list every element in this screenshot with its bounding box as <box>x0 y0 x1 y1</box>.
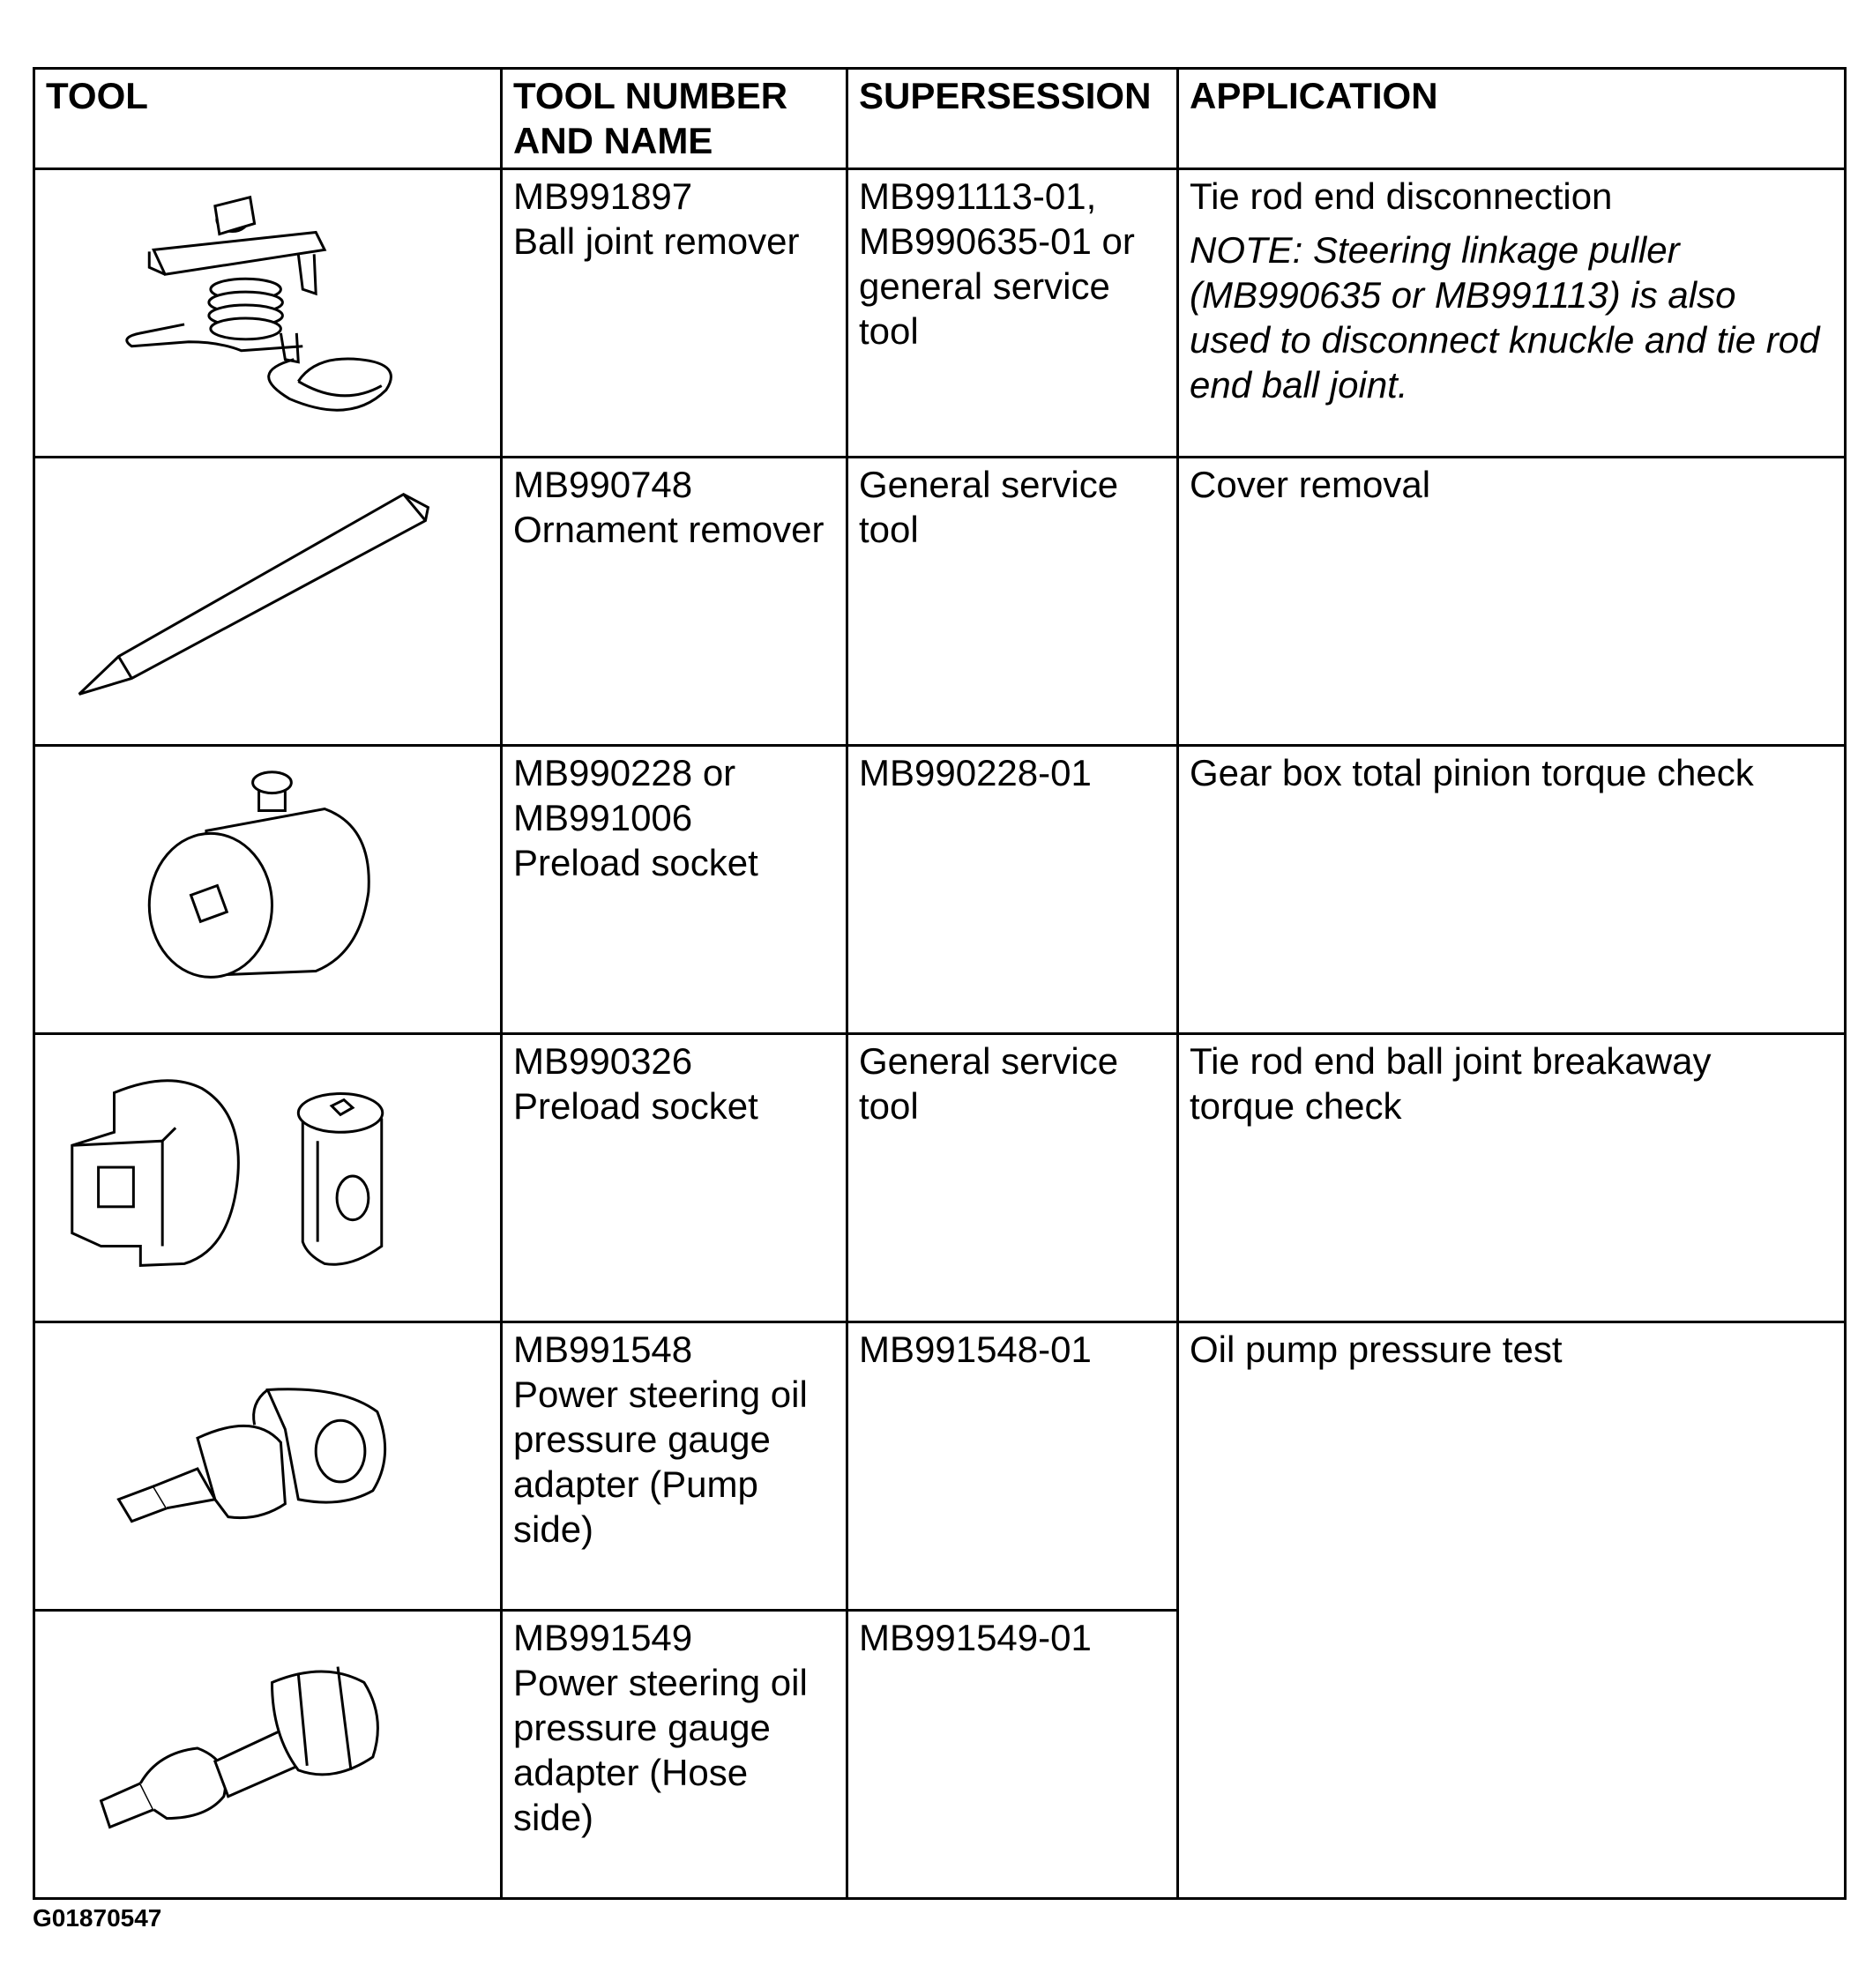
special-tools-table <box>33 67 1847 1900</box>
tool-name: pressure gauge <box>513 1707 771 1748</box>
supersession-line: tool <box>859 310 919 352</box>
supersession-line: general service <box>859 265 1110 307</box>
tool-name: Ornament remover <box>513 509 825 550</box>
tool-image-cell <box>34 746 502 1034</box>
ball-joint-remover-icon <box>35 170 500 452</box>
tool-number: MB991548 <box>513 1329 693 1370</box>
supersession-cell <box>847 746 1178 1034</box>
tool-image-cell <box>34 169 502 458</box>
tool-number: MB991549 <box>513 1617 693 1658</box>
note-line: end ball joint. <box>1190 364 1408 406</box>
header-tool: TOOL <box>34 69 502 169</box>
tool-image-cell <box>34 458 502 746</box>
tool-name: Ball joint remover <box>513 220 800 262</box>
note-line: used to disconnect knuckle and tie rod <box>1190 319 1820 361</box>
tool-name: adapter (Hose <box>513 1752 749 1793</box>
application-text: torque check <box>1190 1085 1402 1127</box>
tool-image-cell <box>34 1034 502 1322</box>
tool-number-name-cell <box>502 458 847 746</box>
tool-number-name-cell <box>502 1322 847 1611</box>
table-header-row <box>34 69 1846 169</box>
supersession-cell <box>847 1322 1178 1611</box>
table-row <box>34 169 1846 458</box>
hose-side-adapter-icon <box>35 1612 500 1894</box>
table-row <box>34 1034 1846 1322</box>
application-cell <box>1178 746 1846 1034</box>
tool-name: Power steering oil <box>513 1374 808 1415</box>
preload-socket-pair-icon <box>35 1035 500 1317</box>
supersession-line: tool <box>859 509 919 550</box>
header-tool-number-name <box>502 69 847 169</box>
supersession-line: MB991113-01, <box>859 175 1097 217</box>
application-text: Oil pump pressure test <box>1190 1329 1563 1370</box>
supersession-cell <box>847 458 1178 746</box>
table-row <box>34 1322 1846 1611</box>
tool-name: side) <box>513 1508 594 1550</box>
tool-number: MB991006 <box>513 797 693 838</box>
tool-image-cell <box>34 1322 502 1611</box>
ornament-remover-icon <box>35 458 500 741</box>
tool-image-cell <box>34 1611 502 1899</box>
application-cell <box>1178 1322 1846 1899</box>
application-cell <box>1178 458 1846 746</box>
tool-name: pressure gauge <box>513 1418 771 1460</box>
application-text: Tie rod end ball joint breakaway <box>1190 1040 1712 1082</box>
tool-number-name-cell <box>502 1034 847 1322</box>
tool-number-name-cell <box>502 1611 847 1899</box>
tool-number: MB991897 <box>513 175 693 217</box>
tool-number: MB990326 <box>513 1040 693 1082</box>
note-line: NOTE: Steering linkage puller <box>1190 229 1680 271</box>
application-text: Cover removal <box>1190 464 1431 505</box>
header-application: APPLICATION <box>1178 69 1846 169</box>
tool-number: MB990748 <box>513 464 693 505</box>
application-cell <box>1178 1034 1846 1322</box>
tool-name: Preload socket <box>513 1085 758 1127</box>
tool-name: Preload socket <box>513 842 758 883</box>
header-line: TOOL NUMBER <box>513 75 788 116</box>
figure-id: G01870547 <box>33 1904 162 1932</box>
tool-number-name-cell <box>502 169 847 458</box>
preload-socket-icon <box>35 747 500 1029</box>
supersession-line: General service <box>859 464 1119 505</box>
tool-number: MB990228 or <box>513 752 736 793</box>
header-line: AND NAME <box>513 120 713 161</box>
note-line: (MB990635 or MB991113) is also <box>1190 274 1736 316</box>
supersession-cell <box>847 1611 1178 1899</box>
supersession-line: MB991549-01 <box>859 1617 1092 1658</box>
tool-name: side) <box>513 1797 594 1838</box>
supersession-line: MB991548-01 <box>859 1329 1092 1370</box>
supersession-line: MB990635-01 or <box>859 220 1135 262</box>
supersession-line: General service <box>859 1040 1119 1082</box>
supersession-line: MB990228-01 <box>859 752 1092 793</box>
application-text: Gear box total pinion torque check <box>1190 752 1754 793</box>
application-note <box>1190 227 1833 407</box>
header-supersession: SUPERSESSION <box>847 69 1178 169</box>
supersession-cell <box>847 169 1178 458</box>
table-row <box>34 458 1846 746</box>
supersession-cell <box>847 1034 1178 1322</box>
pump-side-adapter-icon <box>35 1323 500 1605</box>
application-cell <box>1178 169 1846 458</box>
supersession-line: tool <box>859 1085 919 1127</box>
tool-number-name-cell <box>502 746 847 1034</box>
table-row <box>34 746 1846 1034</box>
tool-name: adapter (Pump <box>513 1463 758 1505</box>
tool-name: Power steering oil <box>513 1662 808 1703</box>
application-text: Tie rod end disconnection <box>1190 175 1613 217</box>
